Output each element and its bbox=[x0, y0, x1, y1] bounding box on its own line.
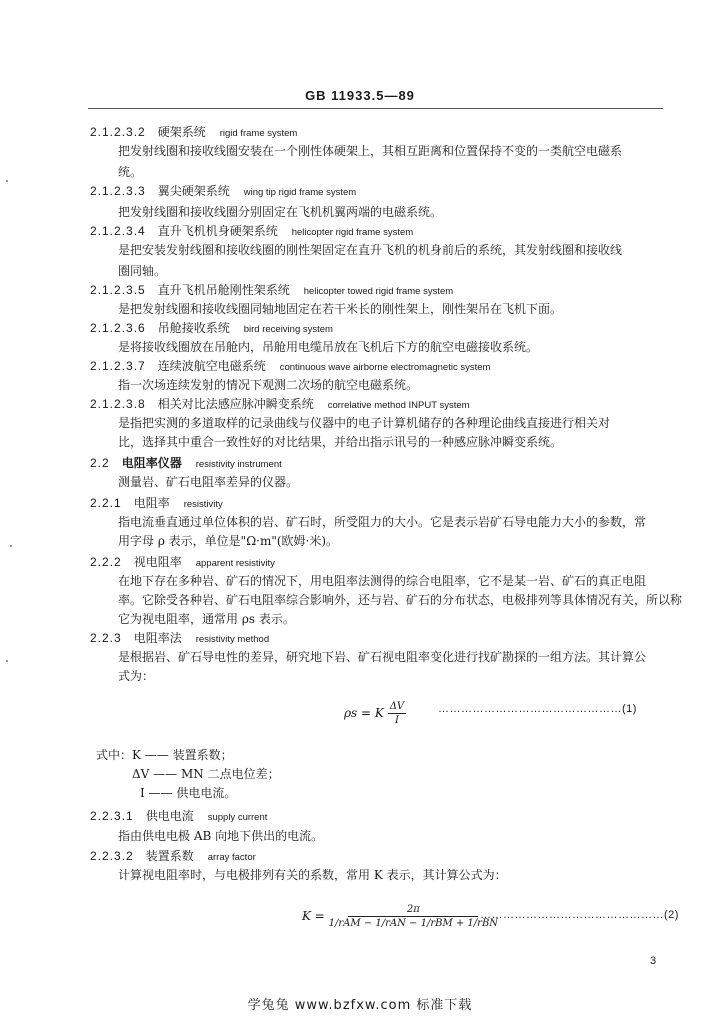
section-heading bbox=[90, 554, 275, 572]
formula-1-denominator: I bbox=[394, 715, 399, 726]
section-heading bbox=[90, 223, 413, 241]
section-number: 2.1.2.3.8 bbox=[90, 397, 146, 411]
section-heading bbox=[90, 848, 256, 866]
term-english: correlative method INPUT system bbox=[327, 400, 470, 411]
formula-2-numerator: 2π bbox=[348, 903, 478, 917]
paragraph-line: 比，选择其中重合一致性好的对比结果，并给出指示讯号的一种感应脉冲瞬变系统。 bbox=[118, 435, 563, 449]
paragraph-line: 把发射线圈和接收线圈分别固定在飞机机翼两端的电磁系统。 bbox=[118, 205, 443, 219]
formula-2 bbox=[302, 903, 498, 930]
section-number: 2.2.3 bbox=[90, 631, 122, 645]
term-english: array factor bbox=[207, 852, 256, 863]
paragraph-line: 式为： bbox=[118, 669, 155, 683]
term-chinese: 硬架系统 bbox=[157, 125, 206, 139]
term-chinese: 电阻率 bbox=[133, 496, 170, 510]
formula-2-lhs: K = bbox=[302, 909, 325, 923]
paragraph-line: 圈同轴。 bbox=[118, 264, 167, 278]
term-chinese: 供电电流 bbox=[145, 809, 194, 823]
term-chinese: 视电阻率 bbox=[133, 555, 182, 569]
term-english: apparent resistivity bbox=[195, 558, 275, 569]
paragraph-line: 是根据岩、矿石导电性的差异，研究地下岩、矿石视电阻率变化进行找矿勘探的一组方法。其计算公 bbox=[118, 650, 647, 664]
formula-1-tag: …………………………………………(1) bbox=[438, 703, 637, 715]
section-number: 2.1.2.3.3 bbox=[90, 184, 146, 198]
section-heading bbox=[90, 358, 490, 376]
paragraph-line: 指由供电电极 AB 向地下供出的电流。 bbox=[118, 829, 324, 843]
term-english: resistivity instrument bbox=[195, 459, 282, 470]
paragraph-line: 是指把实测的多道取样的记录曲线与仪器中的电子计算机储存的各种理论曲线直接进行相关对 bbox=[118, 416, 611, 430]
section-heading bbox=[90, 630, 269, 648]
watermark-footer: 学兔兔 www.bzfxw.com 标准下载 bbox=[247, 998, 473, 1013]
term-chinese: 连续波航空电磁系统 bbox=[157, 359, 266, 373]
paragraph-line: 把发射线圈和接收线圈安装在一个刚性体硬架上，其相互距离和位置保持不变的一类航空电磁系 bbox=[118, 144, 623, 158]
term-chinese: 电阻率法 bbox=[133, 631, 182, 645]
term-english: resistivity bbox=[183, 499, 223, 510]
term-chinese: 吊舱接收系统 bbox=[157, 321, 230, 335]
paragraph-line: 率。它除受各种岩、矿石电阻率综合影响外，还与岩、矿石的分布状态，电极排列等具体情况有关，所以称 bbox=[118, 593, 683, 607]
scan-speck bbox=[6, 180, 8, 182]
paragraph-line: 指一次场连续发射的情况下观测二次场的航空电磁系统。 bbox=[118, 378, 419, 392]
paragraph-line: 是将接收线圈放在吊舱内，吊舱用电缆吊放在飞机后下方的航空电磁接收系统。 bbox=[118, 340, 539, 354]
term-chinese: 直升飞机吊舱刚性架系统 bbox=[157, 283, 290, 297]
formula-2-denominator: 1/rAM − 1/rAN − 1/rBM + 1/rBN bbox=[328, 918, 499, 929]
scan-speck bbox=[10, 545, 12, 547]
term-english: supply current bbox=[207, 812, 268, 823]
section-heading bbox=[90, 808, 267, 826]
section-number: 2.1.2.3.6 bbox=[90, 321, 146, 335]
formula-1-lhs: ρs = K bbox=[344, 706, 384, 720]
section-number: 2.1.2.3.7 bbox=[90, 359, 146, 373]
header-rule bbox=[88, 108, 663, 109]
section-number: 2.2.3.1 bbox=[90, 809, 134, 823]
term-chinese: 电阻率仪器 bbox=[121, 456, 182, 470]
paragraph-line: 测量岩、矿石电阻率差异的仪器。 bbox=[118, 475, 299, 489]
term-chinese: 直升飞机机身硬架系统 bbox=[157, 224, 278, 238]
paragraph-line: 在地下存在多种岩、矿石的情况下，用电阻率法测得的综合电阻率，它不是某一岩、矿石的真正电阻 bbox=[118, 574, 647, 588]
section-heading bbox=[90, 282, 453, 300]
term-english: bird receiving system bbox=[243, 324, 333, 335]
section-number: 2.1.2.3.4 bbox=[90, 224, 146, 238]
paragraph-line: 是把发射线圈和接收线圈同轴地固定在若干米长的刚性架上，刚性架吊在飞机下面。 bbox=[118, 302, 563, 316]
term-chinese: 翼尖硬架系统 bbox=[157, 184, 230, 198]
section-number: 2.2.1 bbox=[90, 496, 122, 510]
section-heading bbox=[90, 495, 223, 513]
formula-1 bbox=[344, 700, 406, 727]
section-heading bbox=[90, 320, 333, 338]
paragraph-line: 是把安装发射线圈和接收线圈的刚性架固定在直升飞机的机身前后的系统，其发射线圈和接收线 bbox=[118, 243, 623, 257]
def-dv: ΔV —— MN 二点电位差； bbox=[132, 767, 280, 781]
formula-2-tag: …………………………………………(2) bbox=[480, 909, 679, 921]
term-english: continuous wave airborne electromagnetic system bbox=[279, 362, 491, 373]
def-i: I —— 供电电流。 bbox=[140, 786, 237, 800]
section-number: 2.2 bbox=[90, 456, 110, 470]
section-heading bbox=[90, 396, 470, 414]
section-number: 2.2.3.2 bbox=[90, 849, 134, 863]
section-heading bbox=[90, 455, 282, 473]
section-heading bbox=[90, 124, 297, 142]
term-english: rigid frame system bbox=[219, 128, 298, 139]
scan-speck bbox=[6, 660, 8, 662]
term-chinese: 相关对比法感应脉冲瞬变系统 bbox=[157, 397, 314, 411]
paragraph-line: 统。 bbox=[118, 165, 143, 179]
paragraph-line: 计算视电阻率时，与电极排列有关的系数，常用 K 表示，其计算公式为： bbox=[118, 868, 507, 882]
term-english: wing tip rigid frame system bbox=[243, 187, 357, 198]
term-english: helicopter rigid frame system bbox=[291, 227, 414, 238]
term-english: helicopter towed rigid frame system bbox=[303, 286, 454, 297]
page-header: GB 11933.5—89 bbox=[305, 88, 415, 103]
section-number: 2.2.2 bbox=[90, 555, 122, 569]
formula-1-numerator: ΔV bbox=[389, 701, 405, 712]
page-number: 3 bbox=[650, 955, 657, 967]
paragraph-line: 指电流垂直通过单位体积的岩、矿石时，所受阻力的大小。它是表示岩矿石导电能力大小的参数，常 bbox=[118, 515, 647, 529]
def-k: 式中：K —— 装置系数； bbox=[96, 748, 233, 762]
section-number: 2.1.2.3.5 bbox=[90, 283, 146, 297]
section-number: 2.1.2.3.2 bbox=[90, 125, 146, 139]
term-chinese: 装置系数 bbox=[145, 849, 194, 863]
term-english: resistivity method bbox=[195, 634, 270, 645]
section-heading bbox=[90, 183, 356, 201]
paragraph-line: 它为视电阻率，通常用 ρs 表示。 bbox=[118, 612, 295, 626]
paragraph-line: 用字母 ρ 表示，单位是"Ω·m"(欧姆·米)。 bbox=[118, 534, 339, 548]
